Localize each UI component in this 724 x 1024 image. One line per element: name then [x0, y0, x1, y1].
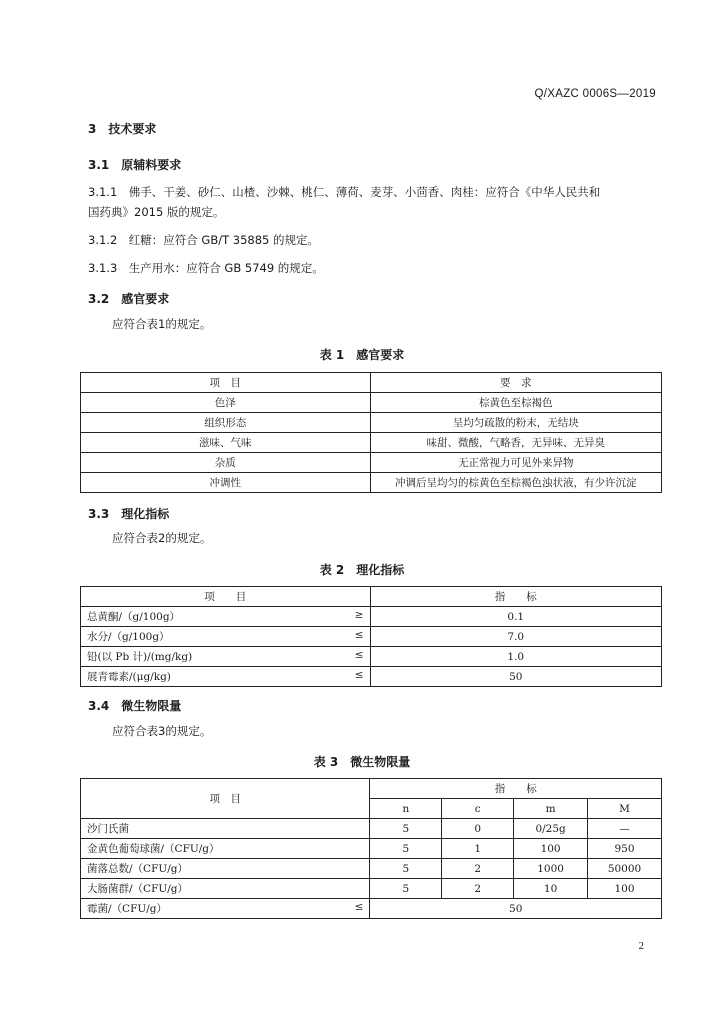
table-cell: 色泽 [81, 393, 371, 413]
table-cell: 1 [442, 839, 514, 859]
column-header: 指 标 [370, 779, 662, 799]
table-cell [81, 899, 370, 919]
table-row [81, 839, 662, 859]
table-cell: 5 [370, 879, 442, 899]
table-row [81, 667, 662, 687]
section-3-1-1-line1: 3.1.1 佛手、干姜、砂仁、山楂、沙棘、桃仁、薄荷、麦芽、小茴香、肉桂：应符合《中华人民共和 [88, 185, 601, 199]
table-cell: 棕黄色至棕褐色 [370, 393, 662, 413]
table-row [81, 819, 662, 839]
item-name: 水分/（g/100g） [87, 631, 170, 643]
section-3-2-heading: 3.2 感官要求 [88, 292, 170, 306]
table-cell: 呈均匀疏散的粉末，无结块 [370, 413, 662, 433]
table-3 [80, 778, 662, 919]
table-cell: 沙门氏菌 [81, 819, 370, 839]
column-subheader: M [588, 799, 662, 819]
column-subheader: m [514, 799, 588, 819]
comparison-sign: ≥ [354, 609, 364, 621]
comparison-sign: ≤ [354, 669, 364, 681]
table-2 [80, 586, 662, 687]
section-3-3-text: 应符合表2的规定。 [112, 531, 212, 545]
table-row [81, 859, 662, 879]
table-row [81, 899, 662, 919]
section-3-3-heading: 3.3 理化指标 [88, 507, 170, 521]
table-cell: 组织形态 [81, 413, 371, 433]
table-cell: 1000 [514, 859, 588, 879]
table-header-row [81, 373, 662, 393]
document-code-header: Q/XAZC 0006S—2019 [534, 88, 656, 100]
column-header: 要 求 [370, 373, 662, 393]
table-row [81, 473, 662, 493]
table-cell: 菌落总数/（CFU/g） [81, 859, 370, 879]
comparison-sign: ≤ [354, 901, 364, 913]
table-cell [81, 647, 371, 667]
table-cell: 冲调性 [81, 473, 371, 493]
section-3-1-3: 3.1.3 生产用水：应符合 GB 5749 的规定。 [88, 261, 324, 275]
page-number: 2 [638, 940, 644, 952]
table-row [81, 393, 662, 413]
table-cell: 50 [370, 667, 661, 687]
item-name: 展青霉素/(μg/kg) [87, 671, 171, 683]
table-cell: 950 [588, 839, 662, 859]
section-3-1-1-line2: 国药典》2015 版的规定。 [88, 205, 225, 219]
table-cell: 味甜、微酸，气略香，无异味、无异臭 [370, 433, 662, 453]
table-cell: 无正常视力可见外来异物 [370, 453, 662, 473]
table-row [81, 647, 662, 667]
table-cell: 1.0 [370, 647, 661, 667]
table-cell: 2 [442, 879, 514, 899]
table-cell: 冲调后呈均匀的棕黄色至棕褐色浊状液，有少许沉淀 [370, 473, 662, 493]
table-2-caption: 表 2 理化指标 [319, 563, 405, 577]
table-cell [81, 627, 371, 647]
table-header-row [81, 587, 662, 607]
table-cell: 10 [514, 879, 588, 899]
table-cell: 0/25g [514, 819, 588, 839]
section-3-2-text: 应符合表1的规定。 [112, 317, 212, 331]
item-name: 铅(以 Pb 计)/(mg/kg) [87, 651, 193, 663]
table-cell: 滋味、气味 [81, 433, 371, 453]
comparison-sign: ≤ [354, 649, 364, 661]
table-cell: 50 [370, 899, 662, 919]
table-cell: 5 [370, 819, 442, 839]
item-name: 霉菌/（CFU/g） [87, 903, 167, 915]
table-cell: 大肠菌群/（CFU/g） [81, 879, 370, 899]
table-cell: 金黄色葡萄球菌/（CFU/g） [81, 839, 370, 859]
table-cell: 5 [370, 859, 442, 879]
comparison-sign: ≤ [354, 629, 364, 641]
table-row [81, 413, 662, 433]
section-3-heading: 3 技术要求 [88, 122, 157, 136]
section-3-4-heading: 3.4 微生物限量 [88, 699, 182, 713]
column-header: 项 目 [81, 587, 371, 607]
section-3-1-heading: 3.1 原辅料要求 [88, 158, 182, 172]
table-row [81, 607, 662, 627]
table-cell: 50000 [588, 859, 662, 879]
table-cell: 100 [588, 879, 662, 899]
item-name: 总黄酮/（g/100g） [87, 611, 181, 623]
section-3-1-2: 3.1.2 红糖：应符合 GB/T 35885 的规定。 [88, 233, 320, 247]
table-row [81, 627, 662, 647]
table-cell: — [588, 819, 662, 839]
column-subheader: n [370, 799, 442, 819]
table-cell [81, 667, 371, 687]
table-cell: 0.1 [370, 607, 661, 627]
table-row [81, 453, 662, 473]
table-cell: 杂质 [81, 453, 371, 473]
table-row [81, 433, 662, 453]
table-header-row [81, 779, 662, 799]
table-cell: 0 [442, 819, 514, 839]
table-3-caption: 表 3 微生物限量 [313, 755, 411, 769]
table-cell: 100 [514, 839, 588, 859]
table-cell: 2 [442, 859, 514, 879]
table-1 [80, 372, 662, 493]
table-cell [81, 607, 371, 627]
table-row [81, 879, 662, 899]
column-subheader: c [442, 799, 514, 819]
table-cell: 5 [370, 839, 442, 859]
table-cell: 7.0 [370, 627, 661, 647]
table-1-caption: 表 1 感官要求 [319, 348, 405, 362]
column-header: 指 标 [370, 587, 661, 607]
column-header: 项 目 [81, 373, 371, 393]
column-header: 项 目 [81, 779, 370, 819]
section-3-4-text: 应符合表3的规定。 [112, 724, 212, 738]
